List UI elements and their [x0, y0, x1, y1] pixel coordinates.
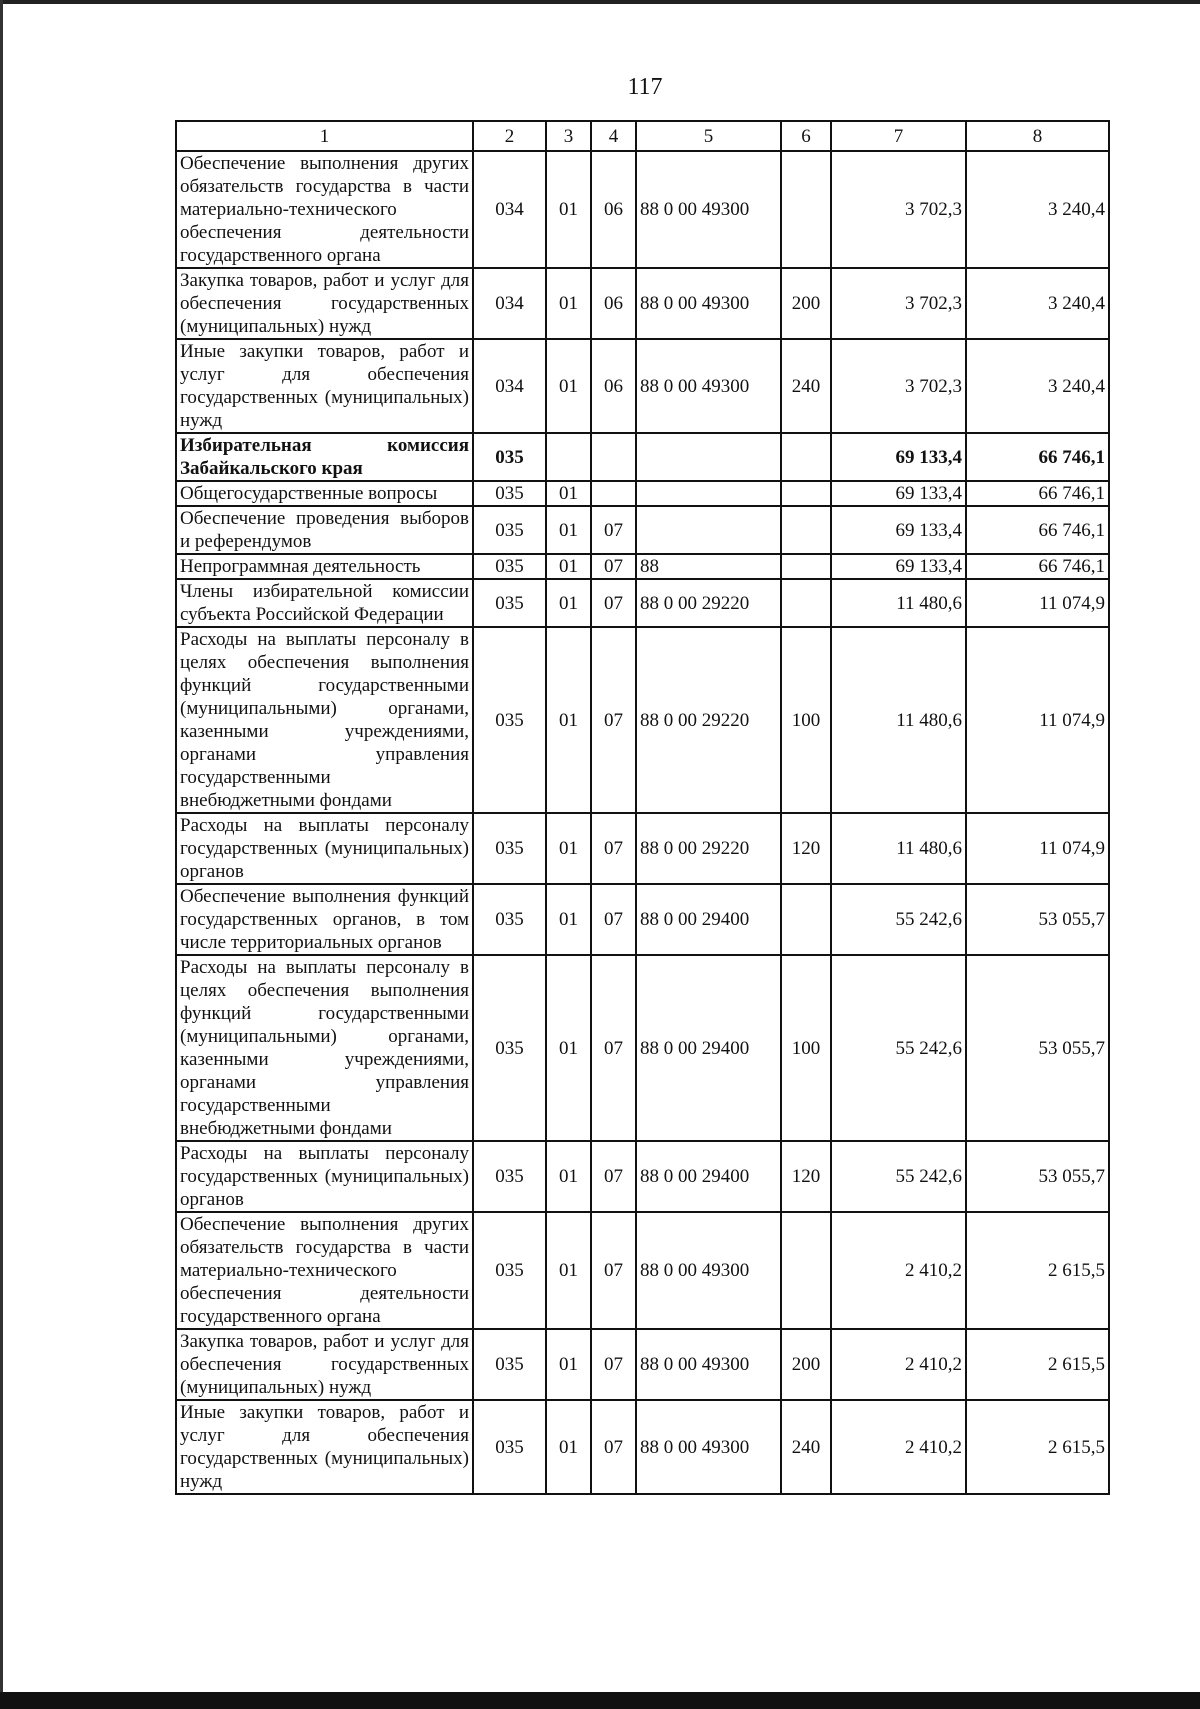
row-admin-code: 035: [473, 554, 546, 579]
row-target-article: 88 0 00 29400: [636, 1141, 781, 1212]
column-header: 1: [176, 121, 473, 151]
row-description: Иные закупки товаров, работ и услуг для обеспечения государственных (муниципальных) нужд: [176, 1400, 473, 1494]
row-subsection: 07: [591, 506, 636, 554]
row-amount-year1: 11 480,6: [831, 579, 966, 627]
row-amount-year2: 53 055,7: [966, 955, 1109, 1141]
row-amount-year2: 53 055,7: [966, 1141, 1109, 1212]
row-amount-year1: 55 242,6: [831, 884, 966, 955]
row-target-article: 88 0 00 49300: [636, 1329, 781, 1400]
table-row: [176, 339, 1109, 433]
row-description: Расходы на выплаты персоналу государственных (муниципальных) органов: [176, 1141, 473, 1212]
row-description: Обеспечение проведения выборов и референдумов: [176, 506, 473, 554]
row-target-article: [636, 481, 781, 506]
scan-edge-left: [0, 0, 3, 1709]
row-target-article: 88 0 00 49300: [636, 1400, 781, 1494]
row-section: 01: [546, 579, 591, 627]
row-subsection: 06: [591, 268, 636, 339]
row-subsection: 07: [591, 884, 636, 955]
row-target-article: 88 0 00 49300: [636, 268, 781, 339]
column-header: 7: [831, 121, 966, 151]
row-section: 01: [546, 506, 591, 554]
row-section: 01: [546, 339, 591, 433]
row-expense-type: [781, 554, 831, 579]
row-admin-code: 035: [473, 1212, 546, 1329]
row-target-article: 88: [636, 554, 781, 579]
row-target-article: 88 0 00 29400: [636, 955, 781, 1141]
row-amount-year2: 3 240,4: [966, 339, 1109, 433]
row-target-article: 88 0 00 29400: [636, 884, 781, 955]
row-section: 01: [546, 554, 591, 579]
row-section: 01: [546, 955, 591, 1141]
row-amount-year1: 11 480,6: [831, 627, 966, 813]
table-row: [176, 813, 1109, 884]
row-amount-year1: 69 133,4: [831, 506, 966, 554]
row-amount-year1: 69 133,4: [831, 433, 966, 481]
row-expense-type: 100: [781, 955, 831, 1141]
row-section: [546, 433, 591, 481]
table-row: [176, 884, 1109, 955]
row-subsection: 07: [591, 1400, 636, 1494]
row-subsection: 07: [591, 1329, 636, 1400]
row-subsection: 07: [591, 813, 636, 884]
row-amount-year1: 2 410,2: [831, 1212, 966, 1329]
row-amount-year2: 11 074,9: [966, 579, 1109, 627]
row-amount-year2: 2 615,5: [966, 1329, 1109, 1400]
row-admin-code: 035: [473, 813, 546, 884]
table-row: [176, 579, 1109, 627]
row-amount-year1: 55 242,6: [831, 955, 966, 1141]
column-header: 4: [591, 121, 636, 151]
row-subsection: 07: [591, 1212, 636, 1329]
row-admin-code: 035: [473, 433, 546, 481]
row-admin-code: 035: [473, 955, 546, 1141]
row-description: Закупка товаров, работ и услуг для обеспечения государственных (муниципальных) нужд: [176, 1329, 473, 1400]
row-admin-code: 035: [473, 579, 546, 627]
row-admin-code: 035: [473, 1141, 546, 1212]
row-description: Обеспечение выполнения других обязательств государства в части материально-технического обеспечения деятельности государственного органа: [176, 1212, 473, 1329]
row-amount-year1: 2 410,2: [831, 1329, 966, 1400]
table-row: [176, 1212, 1109, 1329]
row-amount-year2: 11 074,9: [966, 813, 1109, 884]
row-amount-year2: 3 240,4: [966, 151, 1109, 268]
row-expense-type: 200: [781, 1329, 831, 1400]
row-amount-year2: 11 074,9: [966, 627, 1109, 813]
row-description: Иные закупки товаров, работ и услуг для обеспечения государственных (муниципальных) нужд: [176, 339, 473, 433]
row-section: 01: [546, 1212, 591, 1329]
row-target-article: 88 0 00 49300: [636, 151, 781, 268]
row-amount-year2: 3 240,4: [966, 268, 1109, 339]
column-header: 3: [546, 121, 591, 151]
row-expense-type: 240: [781, 339, 831, 433]
row-admin-code: 035: [473, 481, 546, 506]
row-target-article: 88 0 00 49300: [636, 339, 781, 433]
row-section: 01: [546, 1400, 591, 1494]
row-section: 01: [546, 481, 591, 506]
row-description: Расходы на выплаты персоналу в целях обеспечения выполнения функций государственными (муниципальными) органами, казенными учреждениями, органами управления государственными внебюджетными фондами: [176, 627, 473, 813]
row-admin-code: 035: [473, 1400, 546, 1494]
row-amount-year2: 66 746,1: [966, 506, 1109, 554]
table-row: [176, 433, 1109, 481]
row-amount-year1: 69 133,4: [831, 481, 966, 506]
row-section: 01: [546, 1141, 591, 1212]
row-expense-type: [781, 151, 831, 268]
table-row: [176, 151, 1109, 268]
row-amount-year1: 11 480,6: [831, 813, 966, 884]
row-expense-type: 120: [781, 1141, 831, 1212]
page-number: 117: [627, 74, 663, 100]
row-section: 01: [546, 151, 591, 268]
row-admin-code: 034: [473, 339, 546, 433]
row-description: Обеспечение выполнения других обязательств государства в части материально-технического обеспечения деятельности государственного органа: [176, 151, 473, 268]
row-expense-type: 100: [781, 627, 831, 813]
row-subsection: [591, 481, 636, 506]
table-row: [176, 1141, 1109, 1212]
column-header: 2: [473, 121, 546, 151]
row-target-article: [636, 433, 781, 481]
row-amount-year1: 3 702,3: [831, 339, 966, 433]
row-subsection: 07: [591, 1141, 636, 1212]
row-amount-year1: 3 702,3: [831, 151, 966, 268]
budget-table: [175, 120, 1110, 1495]
table-row: [176, 481, 1109, 506]
row-amount-year2: 2 615,5: [966, 1212, 1109, 1329]
scan-edge-top: [0, 0, 1200, 4]
row-expense-type: [781, 579, 831, 627]
column-header: 6: [781, 121, 831, 151]
row-admin-code: 034: [473, 268, 546, 339]
row-amount-year2: 66 746,1: [966, 554, 1109, 579]
row-amount-year2: 53 055,7: [966, 884, 1109, 955]
table-row: [176, 1400, 1109, 1494]
row-amount-year1: 69 133,4: [831, 554, 966, 579]
row-subsection: 06: [591, 151, 636, 268]
table-row: [176, 955, 1109, 1141]
row-section: 01: [546, 1329, 591, 1400]
row-expense-type: [781, 884, 831, 955]
row-description: Непрограммная деятельность: [176, 554, 473, 579]
row-expense-type: [781, 1212, 831, 1329]
row-description: Закупка товаров, работ и услуг для обеспечения государственных (муниципальных) нужд: [176, 268, 473, 339]
table-row: [176, 554, 1109, 579]
row-expense-type: 240: [781, 1400, 831, 1494]
row-section: 01: [546, 268, 591, 339]
row-description: Расходы на выплаты персоналу государственных (муниципальных) органов: [176, 813, 473, 884]
row-target-article: [636, 506, 781, 554]
column-header: 5: [636, 121, 781, 151]
row-subsection: 07: [591, 627, 636, 813]
table-row: [176, 627, 1109, 813]
row-subsection: 07: [591, 579, 636, 627]
row-section: 01: [546, 884, 591, 955]
table-row: [176, 268, 1109, 339]
row-amount-year1: 3 702,3: [831, 268, 966, 339]
scan-edge-bottom: [0, 1692, 1200, 1709]
row-amount-year1: 55 242,6: [831, 1141, 966, 1212]
row-description: Члены избирательной комиссии субъекта Российской Федерации: [176, 579, 473, 627]
row-subsection: 07: [591, 955, 636, 1141]
row-expense-type: [781, 506, 831, 554]
row-amount-year1: 2 410,2: [831, 1400, 966, 1494]
row-target-article: 88 0 00 29220: [636, 579, 781, 627]
column-header: 8: [966, 121, 1109, 151]
row-expense-type: 120: [781, 813, 831, 884]
row-admin-code: 035: [473, 884, 546, 955]
row-section: 01: [546, 813, 591, 884]
row-description: Расходы на выплаты персоналу в целях обеспечения выполнения функций государственными (муниципальными) органами, казенными учреждениями, органами управления государственными внебюджетными фондами: [176, 955, 473, 1141]
row-subsection: [591, 433, 636, 481]
row-section: 01: [546, 627, 591, 813]
row-target-article: 88 0 00 29220: [636, 627, 781, 813]
row-target-article: 88 0 00 29220: [636, 813, 781, 884]
row-admin-code: 035: [473, 506, 546, 554]
row-amount-year2: 66 746,1: [966, 433, 1109, 481]
row-expense-type: [781, 433, 831, 481]
row-description: Избирательная комиссия Забайкальского края: [176, 433, 473, 481]
row-expense-type: 200: [781, 268, 831, 339]
row-target-article: 88 0 00 49300: [636, 1212, 781, 1329]
row-subsection: 07: [591, 554, 636, 579]
table-row: [176, 506, 1109, 554]
row-admin-code: 034: [473, 151, 546, 268]
row-subsection: 06: [591, 339, 636, 433]
row-admin-code: 035: [473, 627, 546, 813]
row-amount-year2: 66 746,1: [966, 481, 1109, 506]
table-header-row: [176, 121, 1109, 151]
table-row: [176, 1329, 1109, 1400]
row-description: Обеспечение выполнения функций государственных органов, в том числе территориальных органов: [176, 884, 473, 955]
row-expense-type: [781, 481, 831, 506]
row-amount-year2: 2 615,5: [966, 1400, 1109, 1494]
row-admin-code: 035: [473, 1329, 546, 1400]
row-description: Общегосударственные вопросы: [176, 481, 473, 506]
